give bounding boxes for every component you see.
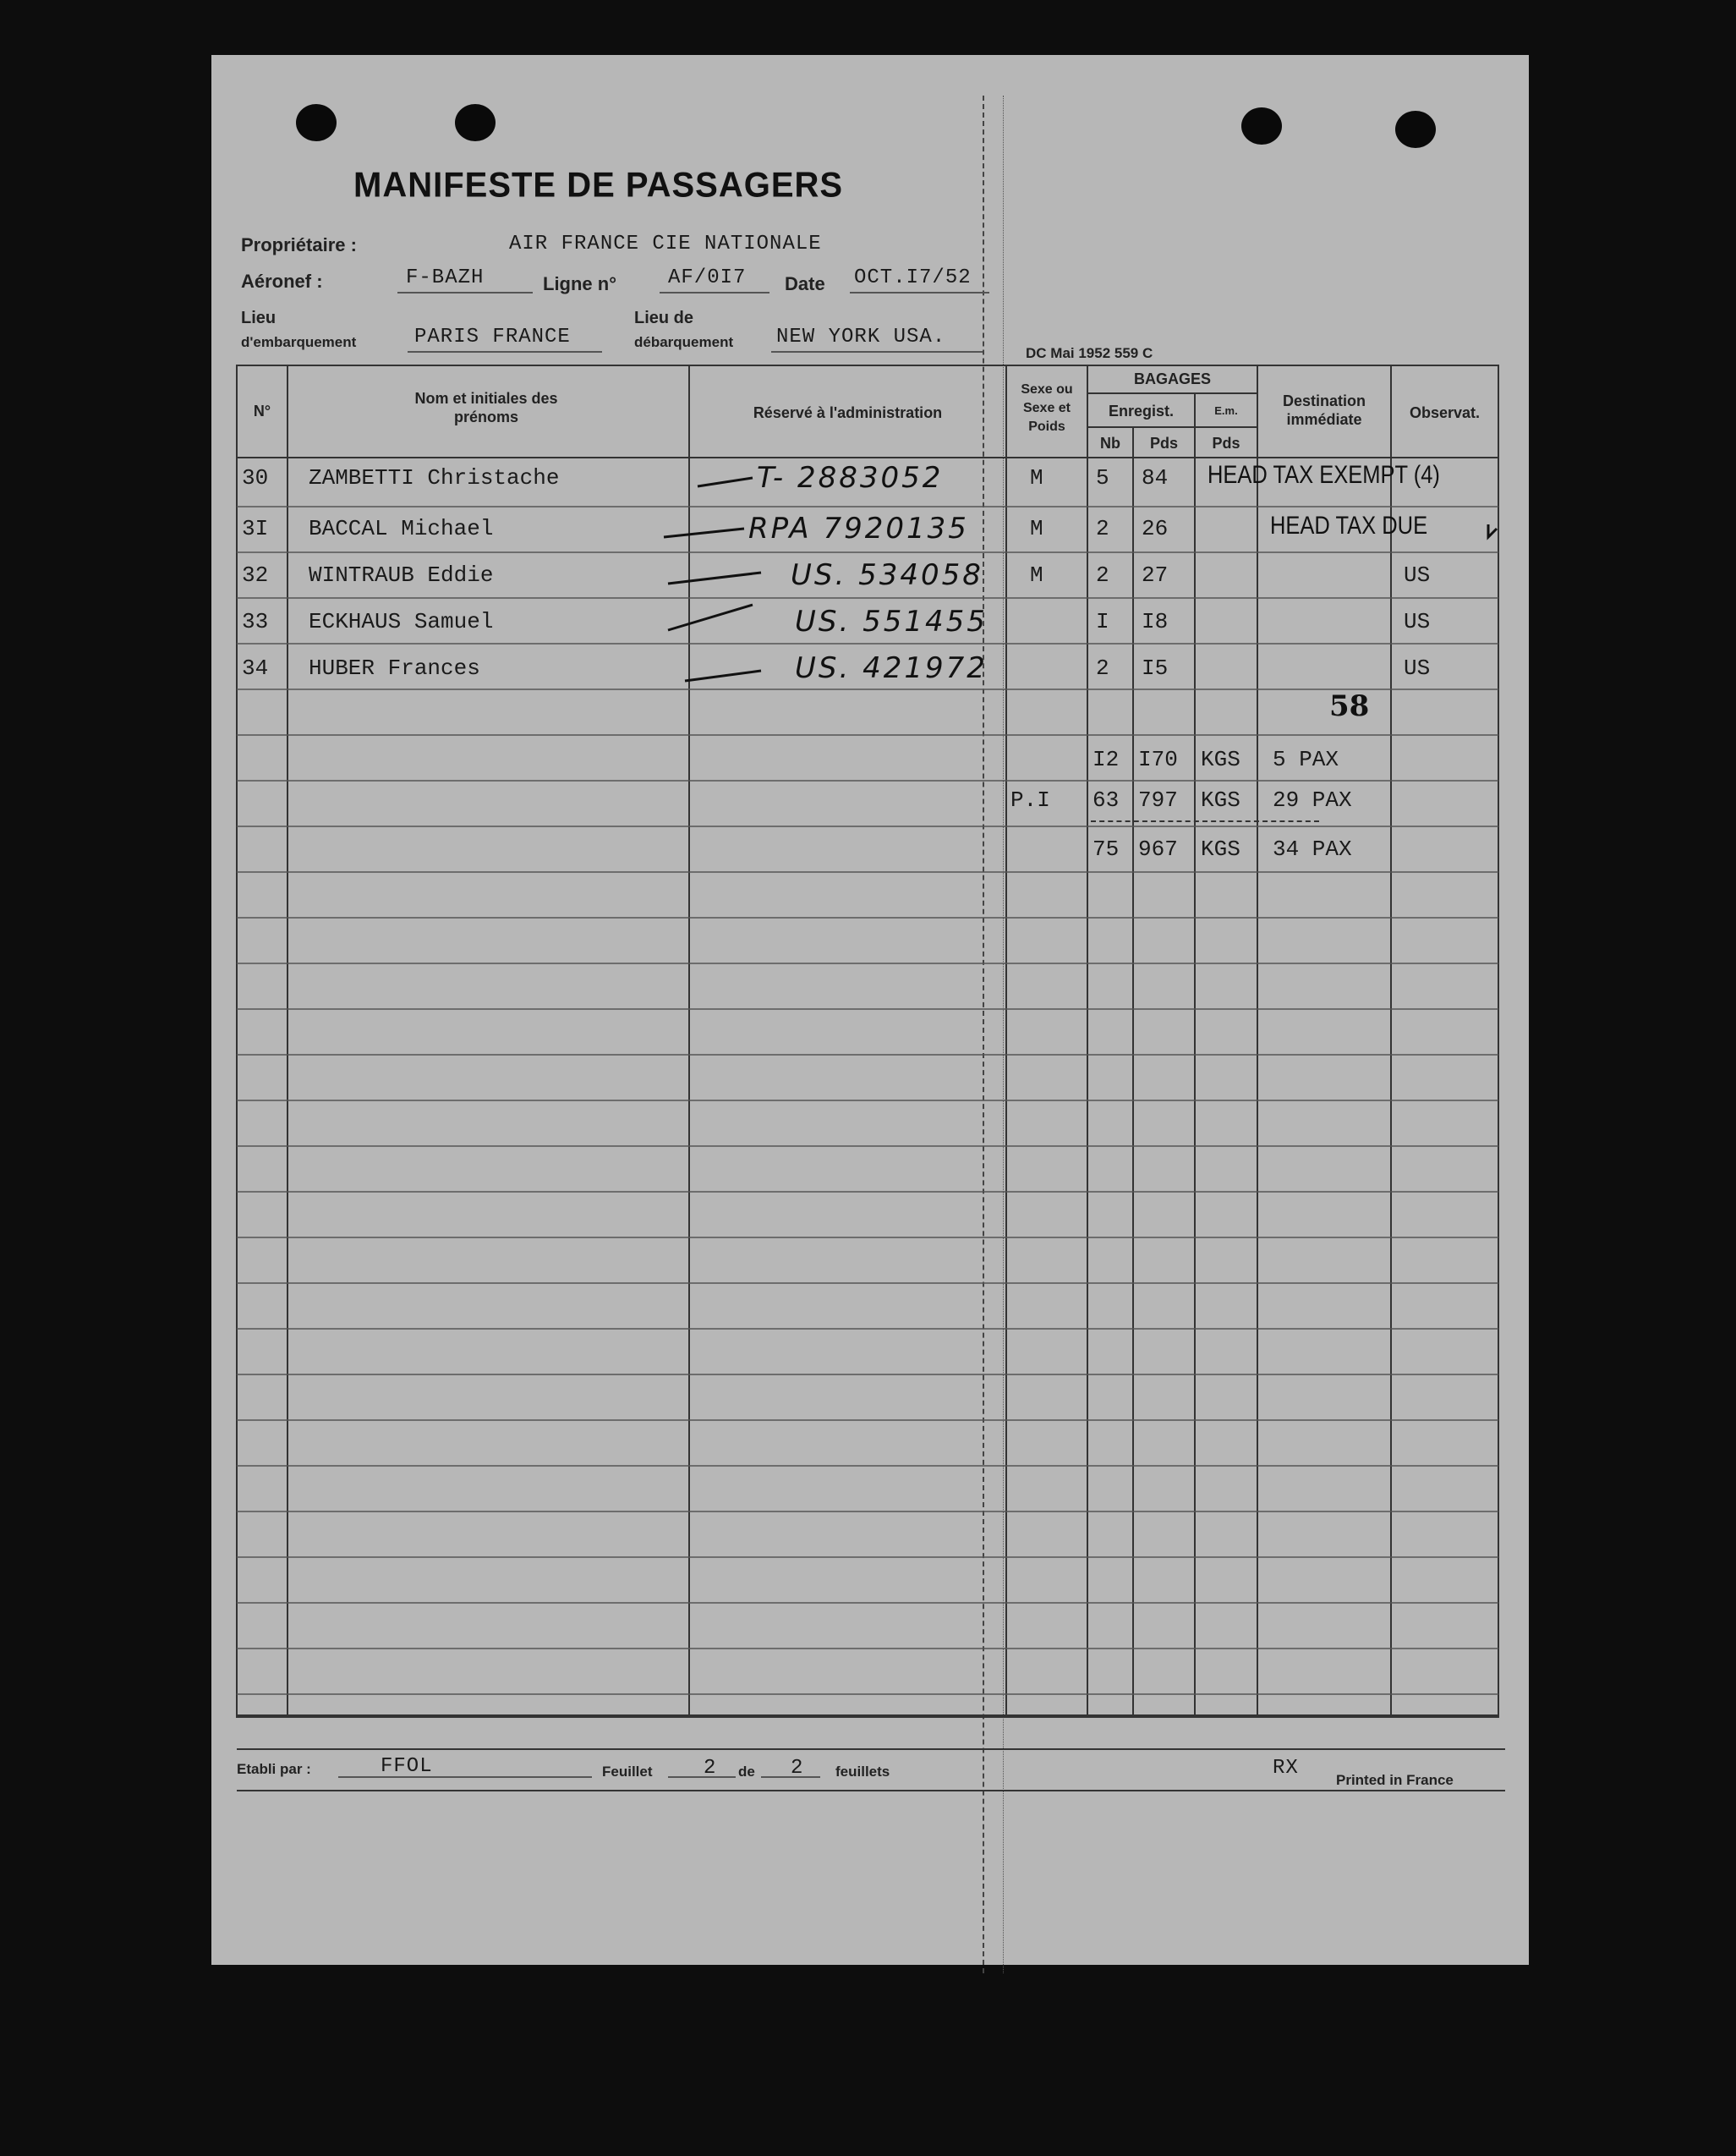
sexe-value: M: [1030, 562, 1043, 588]
bag-pds: I8: [1142, 609, 1169, 634]
admin-handwritten: US. 534058: [791, 558, 983, 592]
etabli-label: Etabli par :: [237, 1761, 311, 1777]
passenger-name: ECKHAUS Samuel: [309, 609, 494, 634]
col-header-pds: Pds: [1149, 435, 1178, 452]
total-pds: 797: [1138, 787, 1178, 813]
total-pds: I70: [1138, 747, 1178, 772]
total-pds: 967: [1138, 837, 1178, 862]
bag-nb: 2: [1096, 516, 1109, 541]
total-unit: KGS: [1201, 787, 1240, 813]
bag-nb: 2: [1096, 656, 1109, 681]
destination-note: HEAD TAX DUE: [1270, 512, 1428, 540]
bag-nb: 5: [1096, 465, 1109, 491]
col-header-nom: Nom et initiales des prénoms: [414, 390, 558, 425]
col-header-enregist: Enregist.: [1108, 403, 1175, 420]
admin-pen-strokes: [211, 55, 1529, 1965]
total-unit: KGS: [1201, 837, 1240, 862]
lieu-embarquement-label: Lieu: [241, 309, 277, 327]
passenger-name: WINTRAUB Eddie: [309, 562, 494, 588]
rx-mark: RX: [1273, 1757, 1299, 1780]
bag-nb: 2: [1096, 562, 1109, 588]
page-title: MANIFESTE DE PASSAGERS: [353, 165, 844, 206]
total-nb: I2: [1093, 747, 1120, 772]
col-header-bagages: BAGAGES: [1133, 370, 1211, 387]
observ-value: US: [1404, 562, 1431, 588]
admin-handwritten: US. 421972: [795, 651, 988, 685]
proprietaire-value: AIR FRANCE CIE NATIONALE: [509, 233, 822, 255]
bag-pds: 26: [1142, 516, 1169, 541]
total-label: P.I: [1010, 787, 1050, 813]
admin-handwritten: US. 551455: [795, 605, 988, 639]
observ-value: US: [1404, 609, 1431, 634]
printed-in-france: Printed in France: [1336, 1772, 1454, 1788]
feuillet-underline: [668, 1776, 736, 1778]
total-pax: 34 PAX: [1273, 837, 1352, 862]
row-no: 33: [242, 609, 269, 634]
sexe-value: M: [1030, 516, 1043, 541]
total-nb: 75: [1093, 837, 1120, 862]
lieu-embarquement-value: PARIS FRANCE: [414, 326, 571, 348]
passenger-name: HUBER Frances: [309, 656, 480, 681]
de-label: de: [738, 1764, 755, 1780]
lieu-debarquement-label: Lieu de: [634, 309, 694, 327]
ligne-label: Ligne n°: [543, 273, 617, 294]
row-no: 3I: [242, 516, 269, 541]
bag-pds: I5: [1142, 656, 1169, 681]
form-code: DC Mai 1952 559 C: [1026, 345, 1153, 361]
bag-pds: 84: [1142, 465, 1169, 491]
feuillets-label: feuillets: [835, 1764, 890, 1780]
total-unit: KGS: [1201, 747, 1240, 772]
col-header-observ: Observat.: [1409, 404, 1481, 421]
lieu-debarquement-value: NEW YORK USA.: [776, 326, 946, 348]
destination-note: HEAD TAX EXEMPT (4): [1208, 461, 1440, 489]
col-header-destination: Destination immédiate: [1282, 392, 1366, 428]
col-header-no: N°: [253, 403, 271, 420]
bag-pds: 27: [1142, 562, 1169, 588]
totals-sum-line: [1091, 820, 1319, 822]
total-pax: 29 PAX: [1273, 787, 1352, 813]
de-value: 2: [791, 1757, 804, 1780]
date-label: Date: [785, 273, 825, 294]
etabli-value: FFOL: [381, 1755, 433, 1778]
aeronef-value: F-BAZH: [406, 266, 485, 289]
admin-handwritten: T- 2883052: [757, 461, 944, 495]
date-value: OCT.I7/52: [854, 266, 972, 289]
sexe-value: M: [1030, 465, 1043, 491]
feuillet-value: 2: [704, 1757, 717, 1780]
etabli-underline: [338, 1776, 592, 1778]
row-no: 34: [242, 656, 269, 681]
total-pax: 5 PAX: [1273, 747, 1339, 772]
row-no: 32: [242, 562, 269, 588]
col-header-em: E.m.: [1214, 404, 1238, 417]
col-header-nb: Nb: [1100, 435, 1120, 452]
manifest-sheet: [211, 55, 1529, 1965]
passenger-name: BACCAL Michael: [309, 516, 494, 541]
col-header-sexe: Sexe ou Sexe et Poids: [1021, 382, 1073, 434]
total-nb: 63: [1093, 787, 1120, 813]
row-no: 30: [242, 465, 269, 491]
proprietaire-label: Propriétaire :: [241, 234, 357, 255]
aeronef-label: Aéronef :: [241, 271, 323, 292]
count-marker: 58: [1329, 689, 1370, 723]
bag-nb: I: [1096, 609, 1109, 634]
feuillet-label: Feuillet: [602, 1764, 653, 1780]
col-header-reserve: Réservé à l'administration: [753, 404, 943, 421]
ligne-value: AF/0I7: [668, 266, 747, 289]
de-underline: [761, 1776, 820, 1778]
passenger-name: ZAMBETTI Christache: [309, 465, 560, 491]
col-header-pds2: Pds: [1212, 435, 1240, 452]
observ-value: US: [1404, 656, 1431, 681]
lieu-debarquement-label: débarquement: [634, 334, 734, 350]
lieu-embarquement-label: d'embarquement: [241, 334, 357, 350]
admin-handwritten: RPA 7920135: [748, 512, 969, 546]
